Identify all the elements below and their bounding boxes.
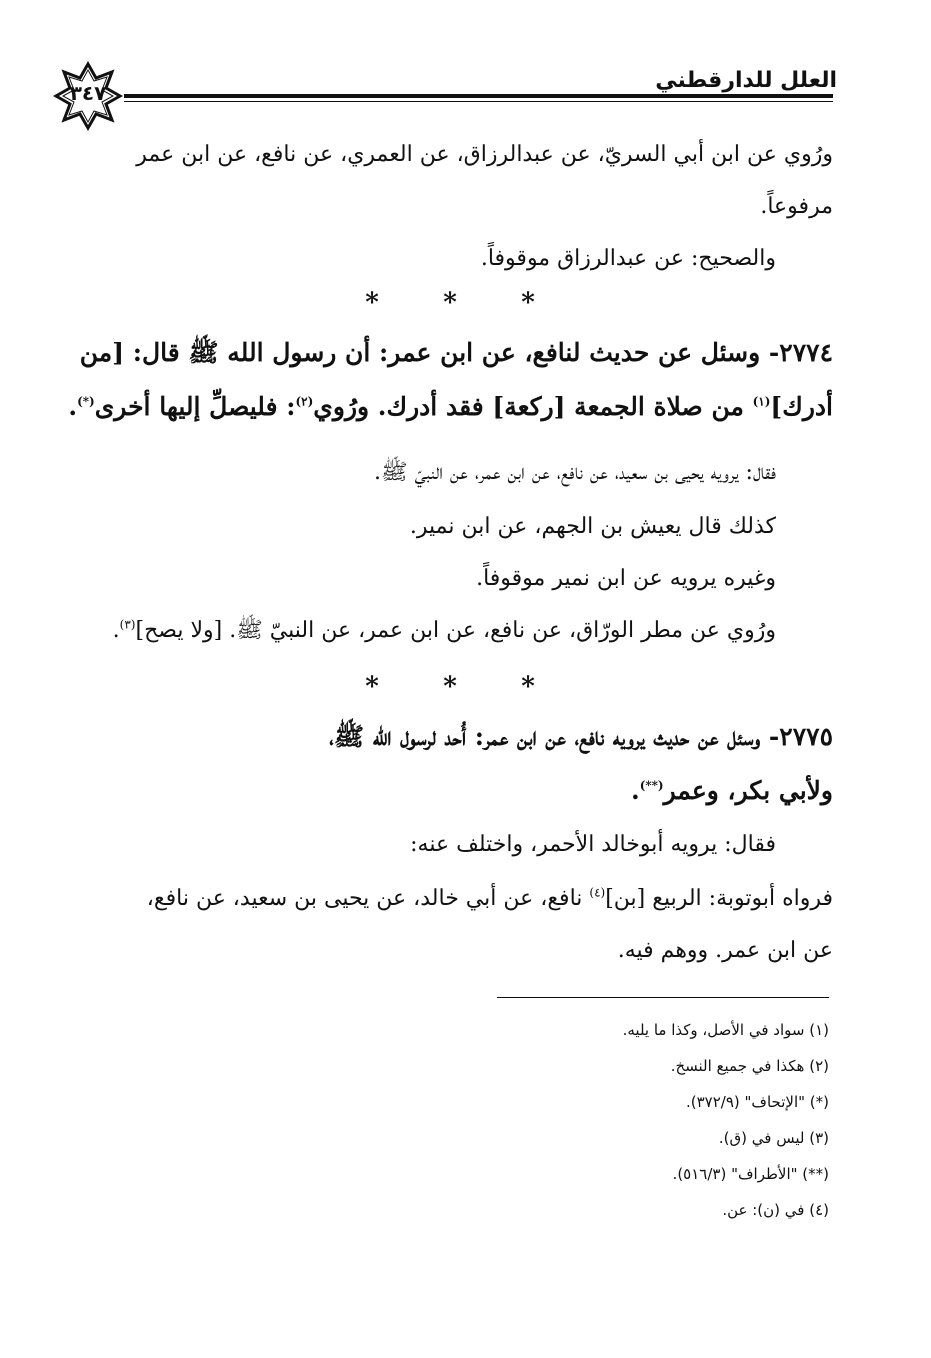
footnote-ref: (**)	[639, 778, 664, 793]
answer-line: عن ابن عمر. ووهم فيه.	[617, 938, 833, 963]
answer-line: فقال: يرويه أبوخالد الأحمر، واختلف عنه:	[410, 832, 776, 857]
answer-line: فقال: يرويه يحيى بن سعيد، عن نافع، عن ابن عمر، عن النبيّ ﷺ.	[374, 460, 776, 485]
footnote: (*) "الإتحاف" (٣٧٢/٩).	[686, 1093, 829, 1111]
page-number: ٣٤٧	[69, 81, 107, 105]
footnote: (**) "الأطراف" (٥١٦/٣).	[672, 1165, 829, 1183]
footnote: (٢) هكذا في جميع النسخ.	[670, 1057, 829, 1075]
footnote-ref: (٣)	[119, 617, 136, 632]
answer-line: كذلك قال يعيش بن الجهم، عن ابن نمير.	[409, 514, 776, 539]
star-mark: *	[521, 672, 535, 702]
text-line: والصحيح: عن عبدالرزاق موقوفاً.	[480, 246, 776, 271]
footnote-ref: (١)	[752, 394, 771, 409]
footnote: (٣) ليس في (ق).	[718, 1129, 829, 1147]
running-header-title: العلل للدارقطني	[655, 68, 837, 93]
star-mark: *	[443, 288, 457, 318]
text-line: ورُوي عن ابن أبي السريّ، عن عبدالرزاق، عن العمري، عن نافع، عن ابن عمر	[136, 142, 833, 167]
page-number-badge	[52, 60, 124, 132]
star-mark: *	[365, 672, 379, 702]
header-rule	[124, 94, 833, 98]
footnote: (٤) في (ن): عن.	[722, 1201, 829, 1219]
footnote-ref: (٤)	[589, 885, 606, 900]
footnote-separator	[497, 997, 829, 998]
footnote-ref: (٢)	[295, 394, 314, 409]
star-mark: *	[521, 288, 535, 318]
text-line: مرفوعاً.	[760, 194, 833, 219]
footnote-ref: (*)	[77, 394, 95, 409]
footnote: (١) سواد في الأصل، وكذا ما يليه.	[622, 1021, 829, 1039]
answer-line: ورُوي عن مطر الورّاق، عن نافع، عن ابن عمر، عن النبيّ ﷺ. [ولا يصح]$^{(٣)}$.	[112, 617, 776, 643]
star-mark: *	[443, 672, 457, 702]
question-2775-line2: ولأبي بكر، وعمر(**).	[630, 776, 833, 805]
section-divider-stars	[300, 288, 600, 318]
question-2775-heading: ٢٧٧٥- وسئل عن حديث يرويه نافع، عن ابن عمر: أُحد لرسول الله ﷺ،	[329, 722, 833, 751]
star-mark: *	[365, 288, 379, 318]
question-2774-line2: أدرك]$^{(١)}$ من صلاة الجمعة [ركعة] فقد أدرك. ورُوي$^{(٢)}$: فليصلِّ إليها أخرى(*).	[68, 392, 833, 421]
answer-line: فرواه أبوتوبة: الربيع [بن]$^{(٤)}$ نافع، عن أبي خالد، عن يحيى بن سعيد، عن نافع،	[146, 885, 833, 911]
section-divider-stars	[300, 672, 600, 702]
header-rule-thin	[124, 101, 833, 102]
question-2774-heading: ٢٧٧٤- وسئل عن حديث لنافع، عن ابن عمر: أن رسول الله ﷺ قال: [من	[79, 338, 833, 367]
answer-line: وغيره يرويه عن ابن نمير موقوفاً.	[476, 566, 776, 591]
